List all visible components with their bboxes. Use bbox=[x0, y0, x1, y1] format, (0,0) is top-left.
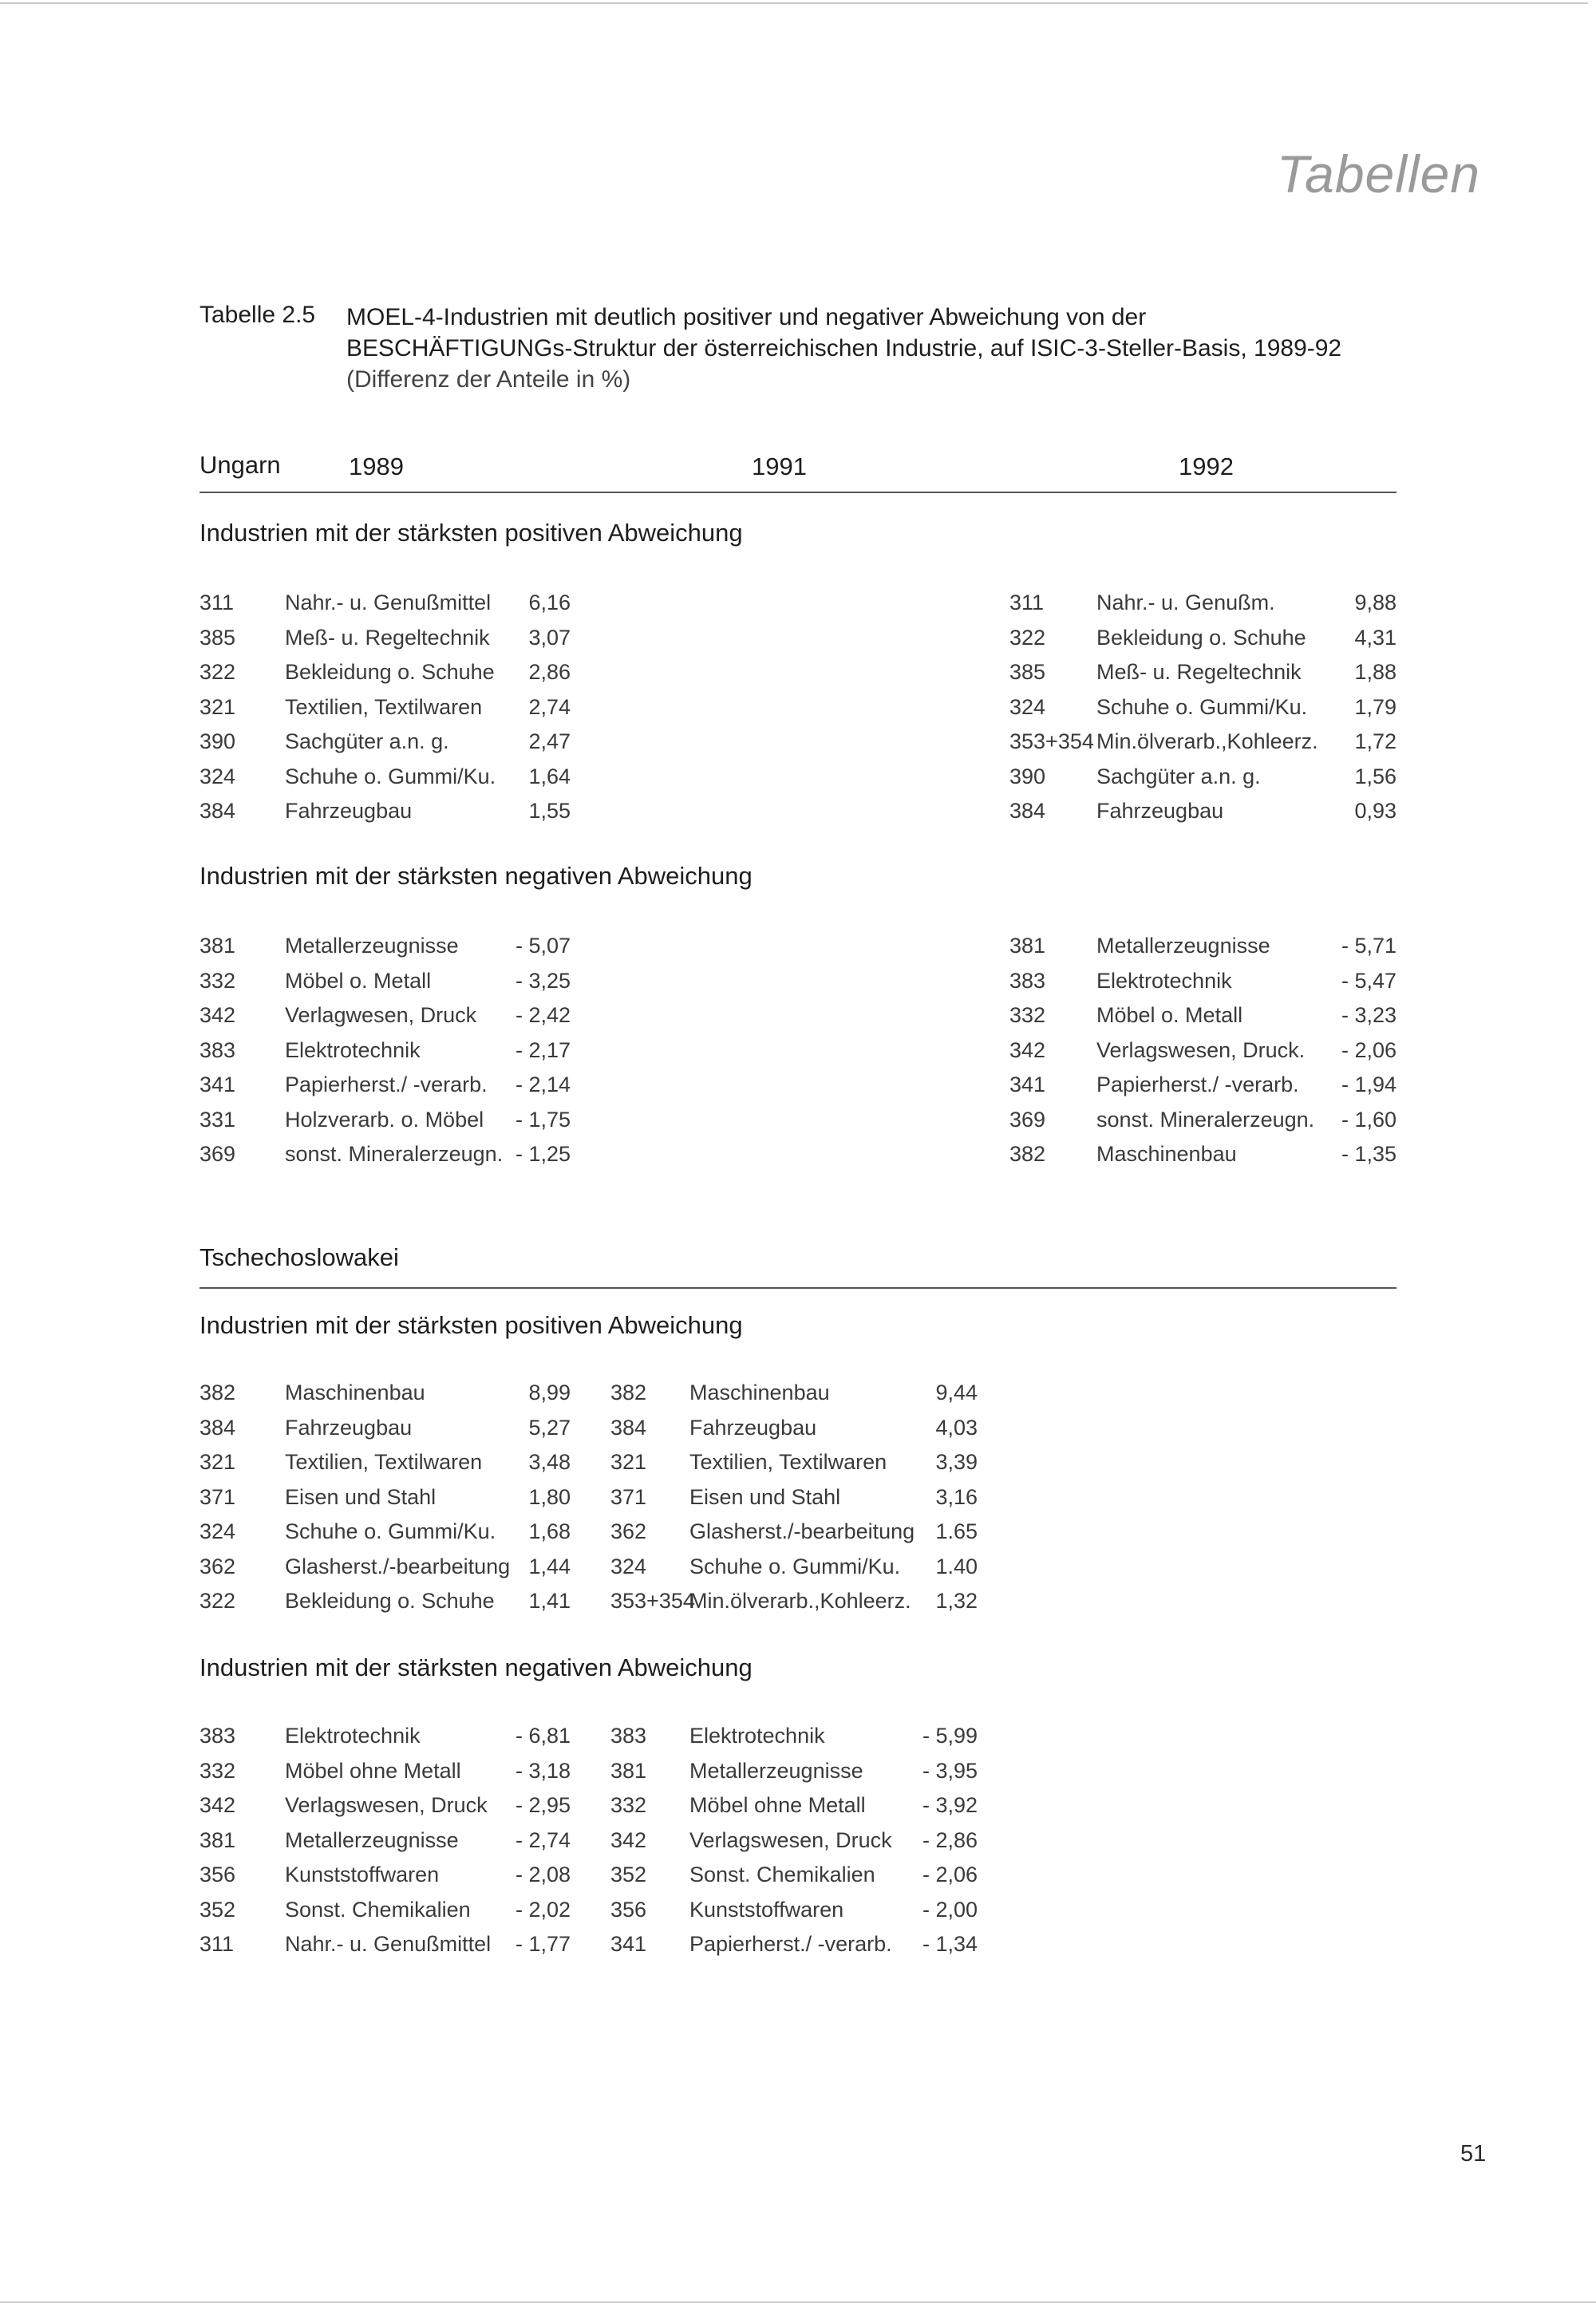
industry-name: Schuhe o. Gummi/Ku. bbox=[285, 1519, 496, 1543]
isic-code: 324 bbox=[200, 764, 236, 788]
isic-code: 382 bbox=[610, 1381, 647, 1404]
isic-code: 321 bbox=[200, 1450, 236, 1474]
deviation-value: 3,16 bbox=[935, 1484, 978, 1509]
isic-code: 342 bbox=[1009, 1037, 1046, 1062]
deviation-value: 1,64 bbox=[528, 764, 571, 788]
industry-name: Nahr.- u. Genußmittel bbox=[285, 591, 492, 614]
year-header-1991: 1991 bbox=[752, 452, 807, 480]
industry-name: sonst. Mineralerzeugn. bbox=[285, 1142, 504, 1166]
deviation-value: - 1,75 bbox=[515, 1107, 571, 1132]
deviation-value: - 2,74 bbox=[515, 1827, 571, 1852]
isic-code: 311 bbox=[200, 591, 235, 614]
deviation-value: 1,32 bbox=[935, 1589, 978, 1613]
industry-name: Elektrotechnik bbox=[1096, 968, 1232, 993]
industry-name: Kunststoffwaren bbox=[689, 1897, 844, 1922]
isic-code: 324 bbox=[200, 1519, 236, 1543]
deviation-value: - 5,99 bbox=[922, 1724, 978, 1748]
industry-name: Fahrzeugbau bbox=[689, 1415, 817, 1440]
industry-name: Verlagswesen, Druck bbox=[689, 1827, 892, 1852]
isic-code: 383 bbox=[610, 1724, 647, 1748]
isic-code: 383 bbox=[1009, 968, 1046, 993]
isic-code: 311 bbox=[200, 1932, 235, 1956]
isic-code: 311 bbox=[1009, 591, 1045, 614]
industry-name: Sachgüter a.n. g. bbox=[285, 729, 449, 753]
industry-name: Sachgüter a.n. g. bbox=[1096, 764, 1261, 788]
industry-name: Möbel ohne Metall bbox=[285, 1758, 461, 1783]
deviation-value: - 3,95 bbox=[922, 1758, 978, 1783]
deviation-value: 3,48 bbox=[528, 1450, 571, 1474]
industry-name: Möbel ohne Metall bbox=[689, 1793, 866, 1817]
isic-code: 331 bbox=[200, 1107, 236, 1132]
year-header-1989: 1989 bbox=[349, 452, 404, 480]
isic-code: 369 bbox=[200, 1142, 236, 1166]
deviation-value: - 2,06 bbox=[922, 1863, 978, 1886]
isic-code: 322 bbox=[200, 660, 236, 684]
industry-name: Sonst. Chemikalien bbox=[285, 1897, 471, 1922]
deviation-value: 1,41 bbox=[528, 1589, 571, 1613]
deviation-value: - 1,34 bbox=[922, 1932, 978, 1956]
deviation-value: - 3,23 bbox=[1341, 1003, 1396, 1027]
isic-code: 384 bbox=[610, 1415, 647, 1440]
deviation-value: - 1,60 bbox=[1341, 1107, 1396, 1132]
industry-name: Textilien, Textilwaren bbox=[689, 1450, 887, 1474]
deviation-value: - 2,00 bbox=[922, 1897, 978, 1922]
deviation-value: - 2,02 bbox=[515, 1897, 571, 1922]
isic-code: 384 bbox=[200, 799, 236, 823]
deviation-value: 1,79 bbox=[1354, 694, 1396, 719]
isic-code: 384 bbox=[1009, 799, 1046, 823]
industry-name: Min.ölverarb.,Kohleerz. bbox=[1096, 729, 1318, 753]
isic-code: 371 bbox=[610, 1484, 647, 1509]
industry-name: Eisen und Stahl bbox=[285, 1484, 437, 1509]
industry-name: Elektrotechnik bbox=[285, 1724, 421, 1748]
top-edge-rule bbox=[0, 2, 1588, 4]
deviation-value: 5,27 bbox=[528, 1415, 571, 1440]
country-heading-ungarn: Ungarn bbox=[200, 451, 281, 479]
industry-name: Möbel o. Metall bbox=[1096, 1003, 1243, 1027]
industry-name: Verlagswesen, Druck. bbox=[1096, 1037, 1306, 1062]
industry-name: Elektrotechnik bbox=[285, 1037, 421, 1062]
deviation-value: 4,03 bbox=[935, 1415, 978, 1440]
deviation-value: - 6,81 bbox=[515, 1724, 571, 1748]
isic-code: 371 bbox=[200, 1484, 236, 1509]
deviation-value: 1.40 bbox=[935, 1554, 978, 1578]
deviation-value: - 5,47 bbox=[1341, 968, 1396, 993]
caption-line-2: BESCHÄFTIGUNGs-Struktur der österreichischen Industrie, auf ISIC-3-Steller-Basis, 1989-92 bbox=[346, 335, 1342, 361]
industry-name: Papierherst./ -verarb. bbox=[689, 1932, 892, 1956]
isic-code: 341 bbox=[200, 1073, 236, 1096]
deviation-value: - 2,42 bbox=[515, 1003, 571, 1027]
industry-name: Kunststoffwaren bbox=[285, 1863, 440, 1886]
industry-name: Elektrotechnik bbox=[689, 1724, 825, 1748]
deviation-value: - 2,08 bbox=[515, 1863, 571, 1886]
industry-name: Maschinenbau bbox=[285, 1381, 425, 1404]
running-head: Tabellen bbox=[1276, 144, 1480, 203]
deviation-value: 1.65 bbox=[935, 1519, 978, 1543]
country-heading-tschechoslowakei: Tschechoslowakei bbox=[200, 1243, 399, 1271]
deviation-value: 1,88 bbox=[1354, 660, 1396, 684]
isic-code: 381 bbox=[1009, 934, 1046, 958]
industry-name: Bekleidung o. Schuhe bbox=[285, 1589, 495, 1613]
deviation-value: - 3,25 bbox=[515, 968, 571, 993]
isic-code: 385 bbox=[200, 625, 236, 650]
isic-code: 362 bbox=[610, 1519, 647, 1543]
deviation-value: 2,86 bbox=[528, 660, 571, 684]
industry-name: Nahr.- u. Genußm. bbox=[1096, 591, 1275, 614]
industry-name: Möbel o. Metall bbox=[285, 968, 432, 993]
isic-code: 383 bbox=[200, 1724, 236, 1748]
industry-name: Textilien, Textilwaren bbox=[285, 694, 483, 719]
industry-name: Maschinenbau bbox=[1096, 1142, 1237, 1166]
industry-name: Holzverarb. o. Möbel bbox=[285, 1107, 484, 1132]
deviation-value: - 3,92 bbox=[922, 1793, 978, 1817]
industry-name: Schuhe o. Gummi/Ku. bbox=[689, 1554, 901, 1578]
year-header-1992: 1992 bbox=[1179, 452, 1234, 480]
deviation-value: 1,72 bbox=[1354, 729, 1396, 753]
table-caption-label: Tabelle 2.5 bbox=[200, 302, 316, 328]
industry-name: Schuhe o. Gummi/Ku. bbox=[285, 764, 496, 788]
industry-name: Verlagswesen, Druck bbox=[285, 1793, 488, 1817]
isic-code: 332 bbox=[610, 1793, 647, 1817]
deviation-value: 1,55 bbox=[528, 799, 571, 823]
industry-name: Metallerzeugnisse bbox=[285, 934, 459, 958]
deviation-value: 4,31 bbox=[1354, 625, 1396, 650]
isic-code: 341 bbox=[1009, 1073, 1046, 1096]
industry-name: Maschinenbau bbox=[689, 1381, 830, 1404]
table-caption bbox=[346, 302, 1479, 395]
isic-code: 332 bbox=[200, 968, 236, 993]
isic-code: 390 bbox=[200, 729, 236, 753]
isic-code: 381 bbox=[200, 934, 236, 958]
deviation-value: 1,68 bbox=[528, 1519, 571, 1543]
industry-name: Textilien, Textilwaren bbox=[285, 1450, 483, 1474]
isic-code: 342 bbox=[610, 1827, 647, 1852]
isic-code: 342 bbox=[200, 1793, 236, 1817]
header-rule-ungarn bbox=[200, 492, 1396, 493]
isic-code: 322 bbox=[200, 1589, 236, 1613]
isic-code: 353+354 bbox=[1009, 729, 1094, 753]
industry-name: Meß- u. Regeltechnik bbox=[285, 625, 490, 650]
deviation-value: 1,44 bbox=[528, 1554, 571, 1578]
industry-name: Meß- u. Regeltechnik bbox=[1096, 660, 1302, 684]
deviation-value: 0,93 bbox=[1354, 799, 1396, 823]
industry-name: sonst. Mineralerzeugn. bbox=[1096, 1107, 1315, 1132]
isic-code: 384 bbox=[200, 1415, 236, 1440]
deviation-value: 8,99 bbox=[528, 1381, 571, 1404]
industry-name: Bekleidung o. Schuhe bbox=[1096, 625, 1306, 650]
isic-code: 381 bbox=[200, 1827, 236, 1852]
deviation-value: - 2,95 bbox=[515, 1793, 571, 1817]
isic-code: 324 bbox=[1009, 694, 1046, 719]
industry-name: Metallerzeugnisse bbox=[689, 1758, 863, 1783]
isic-code: 369 bbox=[1009, 1107, 1046, 1132]
deviation-value: 9,88 bbox=[1354, 591, 1396, 614]
deviation-value: - 5,71 bbox=[1341, 934, 1396, 958]
deviation-value: 1,80 bbox=[528, 1484, 571, 1509]
deviation-value: - 1,77 bbox=[515, 1932, 571, 1956]
industry-name: Glasherst./-bearbeitung bbox=[689, 1519, 915, 1543]
deviation-value: - 3,18 bbox=[515, 1758, 571, 1783]
deviation-value: 1,56 bbox=[1354, 764, 1396, 788]
bottom-edge-rule bbox=[0, 2301, 1596, 2303]
isic-code: 321 bbox=[200, 694, 236, 719]
industry-name: Verlagwesen, Druck bbox=[285, 1003, 477, 1027]
isic-code: 321 bbox=[610, 1450, 647, 1474]
isic-code: 383 bbox=[200, 1037, 236, 1062]
industry-name: Nahr.- u. Genußmittel bbox=[285, 1932, 492, 1956]
section-heading-tschechoslowakei-negative: Industrien mit der stärksten negativen Abweichung bbox=[200, 1653, 753, 1681]
deviation-value: 3,07 bbox=[528, 625, 571, 650]
deviation-value: - 2,14 bbox=[515, 1073, 571, 1096]
industry-name: Eisen und Stahl bbox=[689, 1484, 841, 1509]
deviation-value: 2,74 bbox=[528, 694, 571, 719]
deviation-value: 9,44 bbox=[935, 1381, 978, 1404]
industry-name: Glasherst./-bearbeitung bbox=[285, 1554, 511, 1578]
page-number: 51 bbox=[1460, 2141, 1487, 2167]
section-heading-ungarn-negative: Industrien mit der stärksten negativen Abweichung bbox=[200, 862, 753, 890]
industry-name: Schuhe o. Gummi/Ku. bbox=[1096, 694, 1308, 719]
industry-name: Fahrzeugbau bbox=[285, 799, 413, 823]
industry-name: Papierherst./ -verarb. bbox=[285, 1073, 488, 1096]
caption-line-1: MOEL-4-Industrien mit deutlich positiver und negativer Abweichung von der bbox=[346, 304, 1147, 330]
isic-code: 342 bbox=[200, 1003, 236, 1027]
deviation-value: - 1,35 bbox=[1341, 1142, 1396, 1166]
isic-code: 324 bbox=[610, 1554, 647, 1578]
isic-code: 341 bbox=[610, 1932, 647, 1956]
deviation-value: - 2,17 bbox=[515, 1037, 571, 1062]
section-heading-ungarn-positive: Industrien mit der stärksten positiven Abweichung bbox=[200, 519, 743, 547]
isic-code: 353+354 bbox=[610, 1589, 695, 1613]
industry-name: Metallerzeugnisse bbox=[285, 1827, 459, 1852]
isic-code: 322 bbox=[1009, 625, 1046, 650]
deviation-value: 3,39 bbox=[935, 1450, 978, 1474]
isic-code: 356 bbox=[200, 1863, 236, 1886]
isic-code: 390 bbox=[1009, 764, 1046, 788]
section-heading-tschechoslowakei-positive: Industrien mit der stärksten positiven Abweichung bbox=[200, 1311, 743, 1339]
deviation-value: 2,47 bbox=[528, 729, 571, 753]
deviation-value: - 1,25 bbox=[515, 1142, 571, 1166]
industry-name: Bekleidung o. Schuhe bbox=[285, 660, 495, 684]
isic-code: 382 bbox=[200, 1381, 236, 1404]
deviation-value: 6,16 bbox=[528, 591, 571, 614]
isic-code: 352 bbox=[200, 1897, 236, 1922]
isic-code: 352 bbox=[610, 1863, 647, 1886]
deviation-value: - 5,07 bbox=[515, 934, 571, 958]
isic-code: 362 bbox=[200, 1554, 236, 1578]
industry-name: Sonst. Chemikalien bbox=[689, 1863, 875, 1886]
deviation-value: - 2,86 bbox=[922, 1827, 978, 1852]
deviation-value: - 1,94 bbox=[1341, 1073, 1396, 1096]
isic-code: 382 bbox=[1009, 1142, 1046, 1166]
industry-name: Min.ölverarb.,Kohleerz. bbox=[689, 1589, 911, 1613]
isic-code: 385 bbox=[1009, 660, 1046, 684]
isic-code: 381 bbox=[610, 1758, 647, 1783]
isic-code: 356 bbox=[610, 1897, 647, 1922]
industry-name: Metallerzeugnisse bbox=[1096, 934, 1270, 958]
industry-name: Fahrzeugbau bbox=[285, 1415, 413, 1440]
caption-line-3: (Differenz der Anteile in %) bbox=[346, 366, 631, 393]
isic-code: 332 bbox=[1009, 1003, 1046, 1027]
deviation-value: - 2,06 bbox=[1341, 1037, 1396, 1062]
isic-code: 332 bbox=[200, 1758, 236, 1783]
industry-name: Papierherst./ -verarb. bbox=[1096, 1073, 1299, 1096]
header-rule-tschechoslowakei bbox=[200, 1287, 1396, 1289]
industry-name: Fahrzeugbau bbox=[1096, 799, 1224, 823]
